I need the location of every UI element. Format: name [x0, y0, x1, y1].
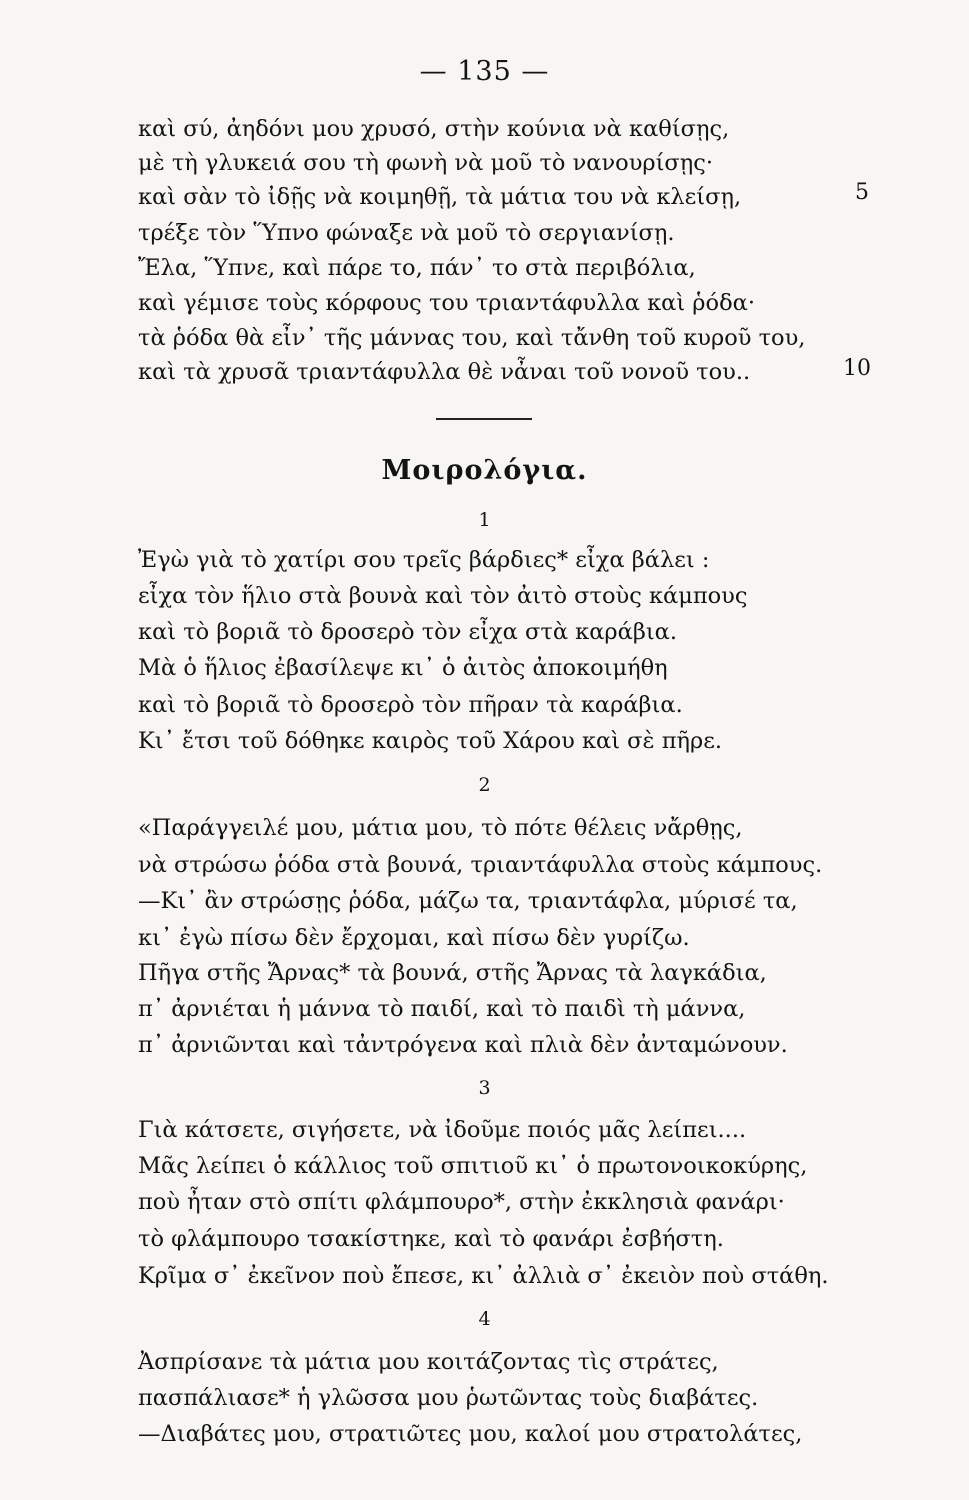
text-line: τὰ ῥόδα θὰ εἶν᾿ τῆς μάννας του, καὶ τἄνθη τοῦ κυροῦ του, — [138, 325, 806, 351]
text-line: κι᾿ ἐγὼ πίσω δὲν ἔρχομαι, καὶ πίσω δὲν γυρίζω. — [138, 925, 690, 951]
text-line: πασπάλιασε* ἡ γλῶσσα μου ῥωτῶντας τοὺς διαβάτες. — [138, 1385, 759, 1411]
text-line: Μᾶς λείπει ὁ κάλλιος τοῦ σπιτιοῦ κι᾿ ὁ πρωτονοικοκύρης, — [138, 1153, 808, 1179]
text-line: —Διαβάτες μου, στρατιῶτες μου, καλοί μου στρατολάτες, — [138, 1421, 803, 1447]
text-line: εἶχα τὸν ἥλιο στὰ βουνὰ καὶ τὸν ἀιτὸ στοὺς κάμπους — [138, 583, 748, 609]
line-number-10: 10 — [843, 356, 871, 381]
text-line: καὶ τὸ βοριᾶ τὸ δροσερὸ τὸν πῆραν τὰ καράβια. — [138, 692, 683, 718]
text-line: καὶ σύ, ἀηδόνι μου χρυσό, στὴν κούνια νὰ καθίσῃς, — [138, 116, 730, 142]
text-line: Κι᾿ ἔτσι τοῦ δόθηκε καιρὸς τοῦ Χάρου καὶ σὲ πῆρε. — [138, 728, 723, 754]
section-divider — [436, 418, 532, 420]
text-line: καὶ τὰ χρυσᾶ τριαντάφυλλα θὲ νἆναι τοῦ νονοῦ του.. — [138, 359, 751, 385]
poem-number: 4 — [478, 1308, 491, 1330]
text-line: Ἐγὼ γιὰ τὸ χατίρι σου τρεῖς βάρδιες* εἶχα βάλει : — [138, 547, 710, 573]
text-line: ποὺ ἦταν στὸ σπίτι φλάμπουρο*, στὴν ἐκκλησιὰ φανάρι· — [138, 1189, 785, 1215]
poem-number: 3 — [478, 1077, 491, 1099]
text-line: Ἔλα, Ὕπνε, καὶ πάρε το, πάν᾿ το στὰ περιβόλια, — [138, 255, 696, 281]
section-title: Μοιρολόγια. — [381, 455, 588, 486]
text-line: καὶ τὸ βοριᾶ τὸ δροσερὸ τὸν εἶχα στὰ καράβια. — [138, 619, 678, 645]
line-number-5: 5 — [855, 180, 869, 205]
text-line: μὲ τὴ γλυκειά σου τὴ φωνὴ νὰ μοῦ τὸ νανουρίσῃς· — [138, 150, 714, 176]
text-line: Μὰ ὁ ἥλιος ἐβασίλεψε κι᾿ ὁ ἀιτὸς ἀποκοιμήθη — [138, 655, 668, 681]
text-line: καὶ σὰν τὸ ἰδῇς νὰ κοιμηθῇ, τὰ μάτια του νὰ κλείσῃ, — [138, 184, 742, 210]
poem-number: 1 — [478, 509, 491, 531]
text-line: Κρῖμα σ᾿ ἐκεῖνον ποὺ ἔπεσε, κι᾿ ἀλλιὰ σ᾿ ἐκειὸν ποὺ στάθη. — [138, 1263, 829, 1289]
text-line: Πῆγα στῆς Ἄρνας* τὰ βουνά, στῆς Ἄρνας τὰ λαγκάδια, — [138, 960, 767, 986]
page-number: — 135 — — [419, 56, 550, 87]
poem-number: 2 — [478, 774, 491, 796]
text-line: τὸ φλάμπουρο τσακίστηκε, καὶ τὸ φανάρι ἐσβήστη. — [138, 1226, 724, 1252]
text-line: νὰ στρώσω ῥόδα στὰ βουνά, τριαντάφυλλα στοὺς κάμπους. — [138, 852, 823, 878]
text-line: π᾿ ἀρνιέται ἡ μάννα τὸ παιδί, καὶ τὸ παιδὶ τὴ μάννα, — [138, 996, 746, 1022]
text-line: —Κι᾿ ἂν στρώσῃς ῥόδα, μάζω τα, τριαντάφλα, μύρισέ τα, — [138, 888, 798, 914]
text-line: «Παράγγειλέ μου, μάτια μου, τὸ πότε θέλεις νἄρθῃς, — [138, 815, 743, 841]
text-line: Γιὰ κάτσετε, σιγήσετε, νὰ ἰδοῦμε ποιός μᾶς λείπει.... — [138, 1117, 747, 1143]
text-line: καὶ γέμισε τοὺς κόρφους του τριαντάφυλλα καὶ ῥόδα· — [138, 290, 755, 316]
text-line: Ἀσπρίσανε τὰ μάτια μου κοιτάζοντας τὶς στράτες, — [138, 1349, 719, 1375]
text-line: π᾿ ἀρνιῶνται καὶ τἀντρόγενα καὶ πλιὰ δὲν ἀνταμώνουν. — [138, 1032, 788, 1058]
text-line: τρέξε τὸν Ὕπνο φώναξε νὰ μοῦ τὸ σεργιανίσῃ. — [138, 220, 675, 246]
